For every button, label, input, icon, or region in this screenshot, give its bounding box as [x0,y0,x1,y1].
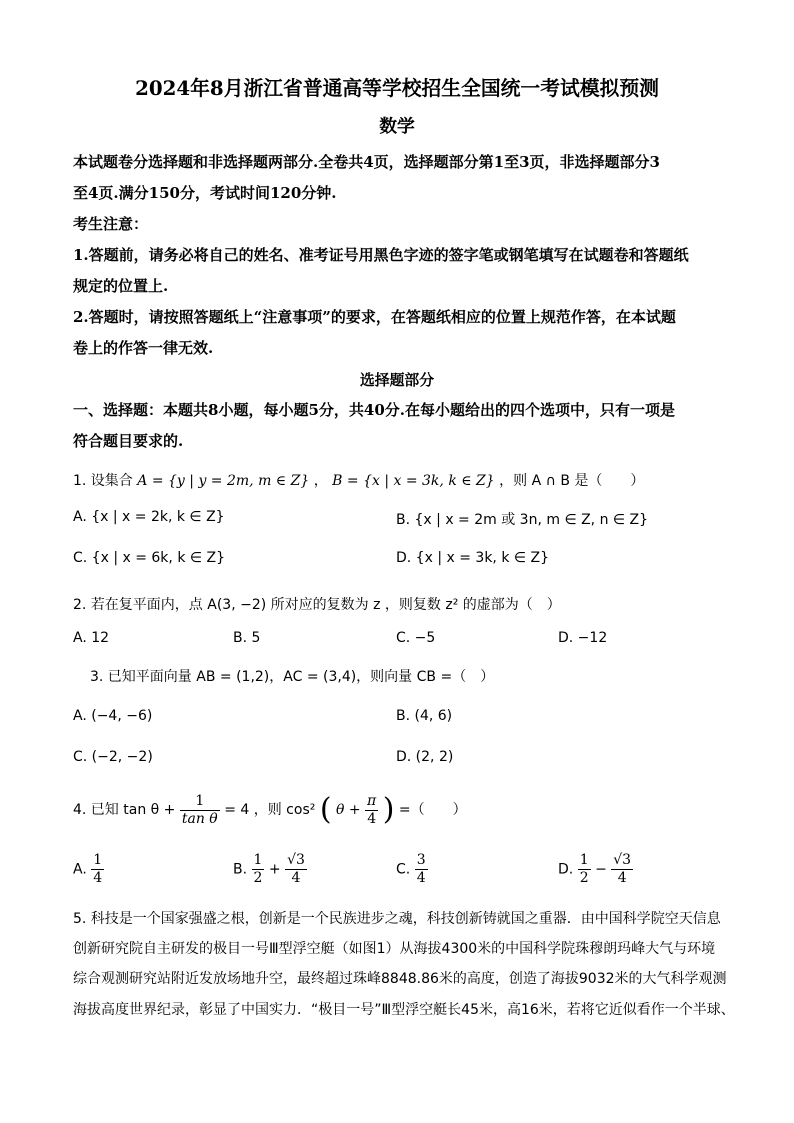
q4-frac-numerator: 1 [180,793,220,811]
q4-option-b-fraction-2 [285,852,307,887]
notice-heading: 考生注意： [73,215,149,233]
q4-b-num1: 1 [253,852,263,868]
note-1-line-1: 1.答题前，请务必将自己的姓名、准考证号用黑色字迹的签字笔或钢笔填写在试题卷和答题纸 [73,246,689,264]
q4-d-operator: − [595,861,607,878]
q1-option-c[interactable]: C. {x | x = 6k, k ∈ Z} [73,550,226,566]
q3-option-b[interactable]: B. (4, 6) [396,708,453,724]
q4-d-num2: √3 [613,852,632,868]
q1-set-b: B = {x | x = 3k, k ∈ Z} [332,473,495,489]
q4-option-a-fraction [91,852,104,887]
q2-option-a[interactable]: A. 12 [73,630,110,646]
q4-suffix: =（ ） [398,802,467,818]
q4-option-c-label: C. [396,861,411,878]
q4-d-den2: 4 [617,870,627,886]
q4-c-den: 4 [416,870,426,886]
q5-line-3: 综合观测研究站附近发放场地升空，最终超过珠峰8848.86米的高度，创造了海拔9032米的大气科学观测 [73,971,727,987]
q1-option-a[interactable]: A. {x | x = 2k, k ∈ Z} [73,509,225,525]
q1-set-a: A = {y | y = 2m, m ∈ Z} [137,473,310,489]
q4-b-den2: 4 [291,870,301,886]
q4-b-den1: 2 [253,870,263,886]
q4-pi-numerator: π [367,792,377,809]
q4-b-operator: + [268,861,281,878]
q4-d-num1: 1 [579,852,589,868]
note-2-line-1: 2.答题时，请按照答题纸上“注意事项”的要求，在答题纸相应的位置上规范作答，在本试题 [73,308,676,326]
q4-option-c[interactable] [396,852,428,887]
q4-theta: θ + [335,802,361,818]
intro-line-1: 本试题卷分选择题和非选择题两部分.全卷共4页，选择题部分第1至3页，非选择题部分3 [73,153,660,171]
q4-mid: = 4 ，则 cos² [224,802,316,818]
q4-c-num: 3 [416,852,426,868]
q4-b-num2: √3 [287,852,305,868]
q3-option-d[interactable]: D. (2, 2) [396,749,454,765]
q5-line-1: 5. 科技是一个国家强盛之根，创新是一个民族进步之魂，科技创新铸就国之重器．由中国科学院空天信息 [73,911,721,927]
exam-title: 2024年8月浙江省普通高等学校招生全国统一考试模拟预测 [135,76,659,100]
q2-option-b[interactable]: B. 5 [233,630,261,646]
q4-frac-denominator: tan θ [181,810,218,827]
q3-option-c[interactable]: C. (−2, −2) [73,749,153,765]
q4-option-d[interactable] [558,852,633,887]
q4-paren-close: ) [382,792,395,827]
q4-paren-open: ( [319,792,332,827]
question-3-stem: 3. 已知平面向量 AB = (1,2)，AC = (3,4)，则向量 CB =（ ） [90,669,495,685]
question-1-stem [73,470,644,490]
q4-option-b[interactable] [233,852,307,887]
q5-line-4: 海拔高度世界纪录，彰显了中国实力．“极目一号”Ⅲ型浮空艇长45米，高16米，若将它近似看作一个半球、 [73,1002,735,1018]
q4-pi-fraction [365,793,378,828]
q4-option-a[interactable] [73,852,104,887]
q1-option-b[interactable]: B. {x | x = 2m 或 3n, m ∈ Z, n ∈ Z} [396,512,649,528]
q4-option-d-fraction-1 [578,852,591,887]
q4-fraction [180,793,220,828]
q5-line-2: 创新研究院自主研发的极目一号Ⅲ型浮空艇（如图1）从海拔4300米的中国科学院珠穆朗玛峰大气与环境 [73,941,716,957]
q4-a-den: 4 [93,870,103,886]
q4-prefix: 4. 已知 tan θ + [73,802,176,818]
intro-line-2: 至4页.满分150分，考试时间120分钟. [73,184,337,202]
q4-option-b-fraction-1 [252,852,265,887]
q1-prefix: 1. 设集合 [73,473,133,489]
q4-a-num: 1 [93,852,103,868]
section-instruction-line-2: 符合题目要求的. [73,432,184,450]
section-instruction-line-1: 一、选择题：本题共8小题，每小题5分，共40分.在每小题给出的四个选项中，只有一项是 [73,401,675,419]
q1-comma: ， [313,473,328,489]
q4-option-b-label: B. [233,861,248,878]
note-2-line-2: 卷上的作答一律无效. [73,339,214,357]
q1-suffix: ，则 A ∩ B 是（ ） [499,473,645,489]
question-2-stem: 2. 若在复平面内，点 A(3, −2) 所对应的复数为 z ，则复数 z² 的虚部为（ ） [73,597,561,613]
subject-title: 数学 [379,116,415,137]
q3-option-a[interactable]: A. (−4, −6) [73,708,153,724]
q4-option-d-label: D. [558,861,574,878]
q4-pi-denominator: 4 [367,810,377,827]
q4-option-c-fraction [415,852,428,887]
q4-d-den1: 2 [579,870,589,886]
question-4-stem [73,790,467,830]
q4-option-a-label: A. [73,861,87,878]
q2-option-d[interactable]: D. −12 [558,630,608,646]
q2-option-c[interactable]: C. −5 [396,630,436,646]
note-1-line-2: 规定的位置上. [73,277,169,295]
q4-option-d-fraction-2 [611,852,633,887]
section-heading: 选择题部分 [359,372,435,389]
q1-option-d[interactable]: D. {x | x = 3k, k ∈ Z} [396,550,550,566]
